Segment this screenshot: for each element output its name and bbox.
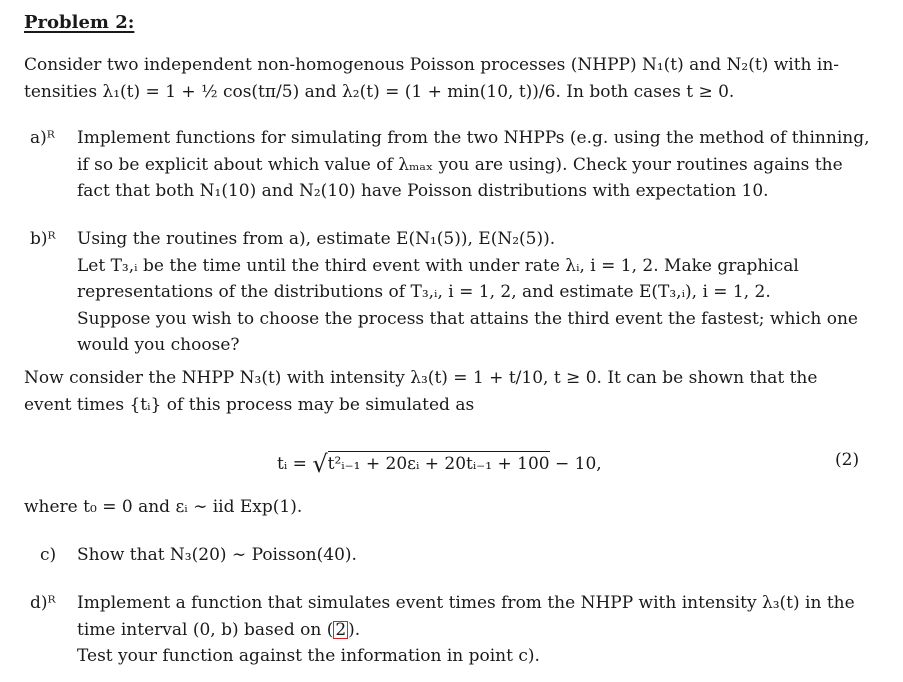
item-b-body	[77, 226, 858, 359]
item-d-line-3: Test your function against the information in point c).	[77, 646, 540, 666]
intro-paragraph	[24, 52, 839, 105]
problem-title: Problem 2:	[24, 12, 135, 33]
item-b-line-4: Suppose you wish to choose the process that attains the third event the fastest; which one	[77, 308, 858, 329]
equation-reference-link[interactable]: 2	[335, 619, 347, 640]
item-a-label: a)ᴿ	[30, 128, 55, 148]
item-a-line-3: fact that both N₁(10) and N₂(10) have Poisson distributions with expectation 10.	[77, 181, 769, 201]
equation-radicand: t²ᵢ₋₁ + 20εᵢ + 20tᵢ₋₁ + 100	[328, 451, 550, 474]
intro-line-1: Consider two independent non-homogenous Poisson processes (NHPP) N₁(t) and N₂(t) with in-	[24, 55, 840, 75]
middle-line-1: Now consider the NHPP N₃(t) with intensity λ₃(t) = 1 + t/10, t ≥ 0. It can be shown that the	[24, 368, 818, 388]
item-c-label: c)	[40, 545, 57, 565]
middle-paragraph	[24, 365, 817, 418]
sqrt-symbol: √	[312, 450, 328, 478]
item-a-body	[77, 125, 870, 205]
item-d-line-2	[77, 617, 855, 644]
intro-line-2: tensities λ₁(t) = 1 + ½ cos(tπ/5) and λ₂(t) = (1 + min(10, t))/6. In both cases t ≥ 0.	[24, 81, 735, 102]
item-d-line-2-post: ).	[348, 619, 361, 640]
item-b-line-1: Using the routines from a), estimate E(N₁(5)), E(N₂(5)).	[77, 229, 556, 249]
equation-2	[277, 447, 602, 478]
item-a-line-1: Implement functions for simulating from the two NHPPs (e.g. using the method of thinning,	[77, 128, 870, 148]
item-d-line-1: Implement a function that simulates event times from the NHPP with intensity λ₃(t) in the	[77, 593, 855, 613]
item-d-body	[77, 590, 855, 670]
item-d-label: d)ᴿ	[30, 593, 56, 613]
item-a-line-2: if so be explicit about which value of λₘₐₓ you are using). Check your routines agains the	[77, 154, 843, 175]
item-b-line-5: would you choose?	[77, 335, 240, 355]
equation-number: (2)	[835, 450, 860, 470]
equation-rhs: − 10,	[555, 454, 602, 474]
item-b-label: b)ᴿ	[30, 229, 56, 249]
equation-lhs: tᵢ =	[277, 454, 307, 474]
item-b-line-3: representations of the distributions of T₃,ᵢ, i = 1, 2, and estimate E(T₃,ᵢ), i = 1, 2.	[77, 282, 771, 302]
item-c-body	[77, 542, 357, 569]
item-c-line-1: Show that N₃(20) ∼ Poisson(40).	[77, 545, 357, 565]
middle-line-2: event times {tᵢ} of this process may be simulated as	[24, 394, 475, 415]
where-line: where t₀ = 0 and εᵢ ∼ iid Exp(1).	[24, 497, 303, 517]
item-d-line-2-pre: time interval (0, b) based on (	[77, 619, 334, 640]
item-b-line-2: Let T₃,ᵢ be the time until the third event with under rate λᵢ, i = 1, 2. Make graphical	[77, 255, 799, 276]
